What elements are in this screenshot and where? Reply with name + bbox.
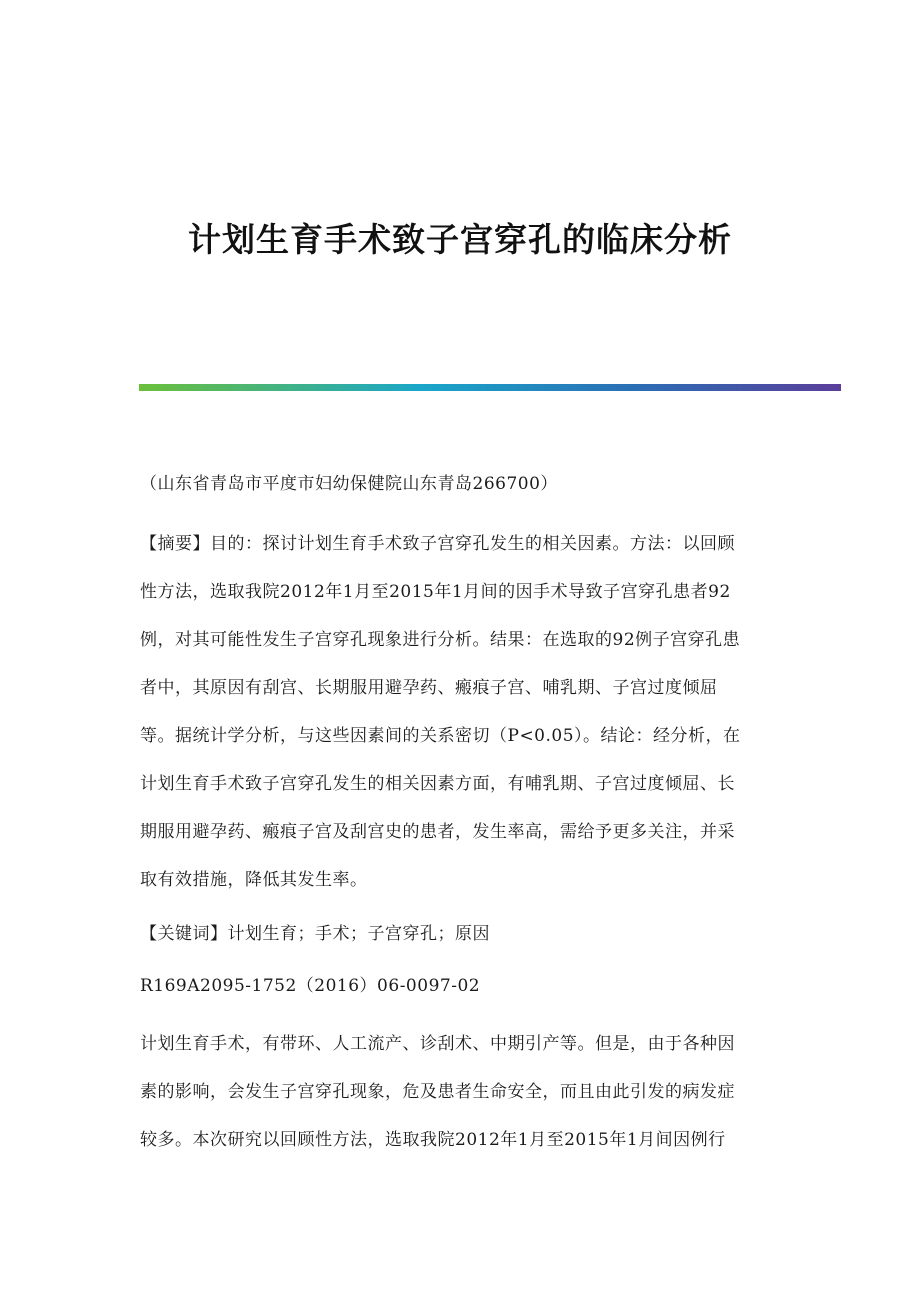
abstract-line: 取有效措施，降低其发生率。	[140, 870, 368, 890]
keywords: 【关键词】计划生育；手术；子宫穿孔；原因	[140, 924, 490, 944]
body-line: 计划生育手术，有带环、人工流产、诊刮术、中期引产等。但是，由于各种因	[140, 1034, 735, 1054]
abstract-line: 者中，其原因有刮宫、长期服用避孕药、瘢痕子宫、哺乳期、子宫过度倾屈	[140, 678, 718, 698]
abstract	[140, 520, 780, 904]
abstract-line: 【摘要】目的：探讨计划生育手术致子宫穿孔发生的相关因素。方法：以回顾	[140, 534, 735, 554]
abstract-line: 等。据统计学分析，与这些因素间的关系密切（P<0.05）。结论：经分析，在	[140, 726, 741, 746]
abstract-line: 性方法，选取我院2012年1月至2015年1月间的因手术导致子宫穿孔患者92	[140, 582, 731, 602]
body-line: 素的影响，会发生子宫穿孔现象，危及患者生命安全，而且由此引发的病发症	[140, 1082, 735, 1102]
body-text	[140, 1020, 780, 1164]
abstract-line: 例，对其可能性发生子宫穿孔现象进行分析。结果：在选取的92例子宫穿孔患	[140, 630, 741, 650]
affiliation: （山东省青岛市平度市妇幼保健院山东青岛266700）	[140, 474, 558, 494]
abstract-line: 期服用避孕药、瘢痕子宫及刮宫史的患者，发生率高，需给予更多关注，并采	[140, 822, 735, 842]
document-title: 计划生育手术致子宫穿孔的临床分析	[188, 220, 732, 259]
title-divider-rule	[139, 384, 841, 391]
abstract-line: 计划生育手术致子宫穿孔发生的相关因素方面，有哺乳期、子宫过度倾屈、长	[140, 774, 735, 794]
document-content	[140, 468, 780, 1164]
body-line: 较多。本次研究以回顾性方法，选取我院2012年1月至2015年1月间因例行	[140, 1130, 726, 1150]
classification-code: R169A2095-1752（2016）06-0097-02	[140, 976, 481, 996]
